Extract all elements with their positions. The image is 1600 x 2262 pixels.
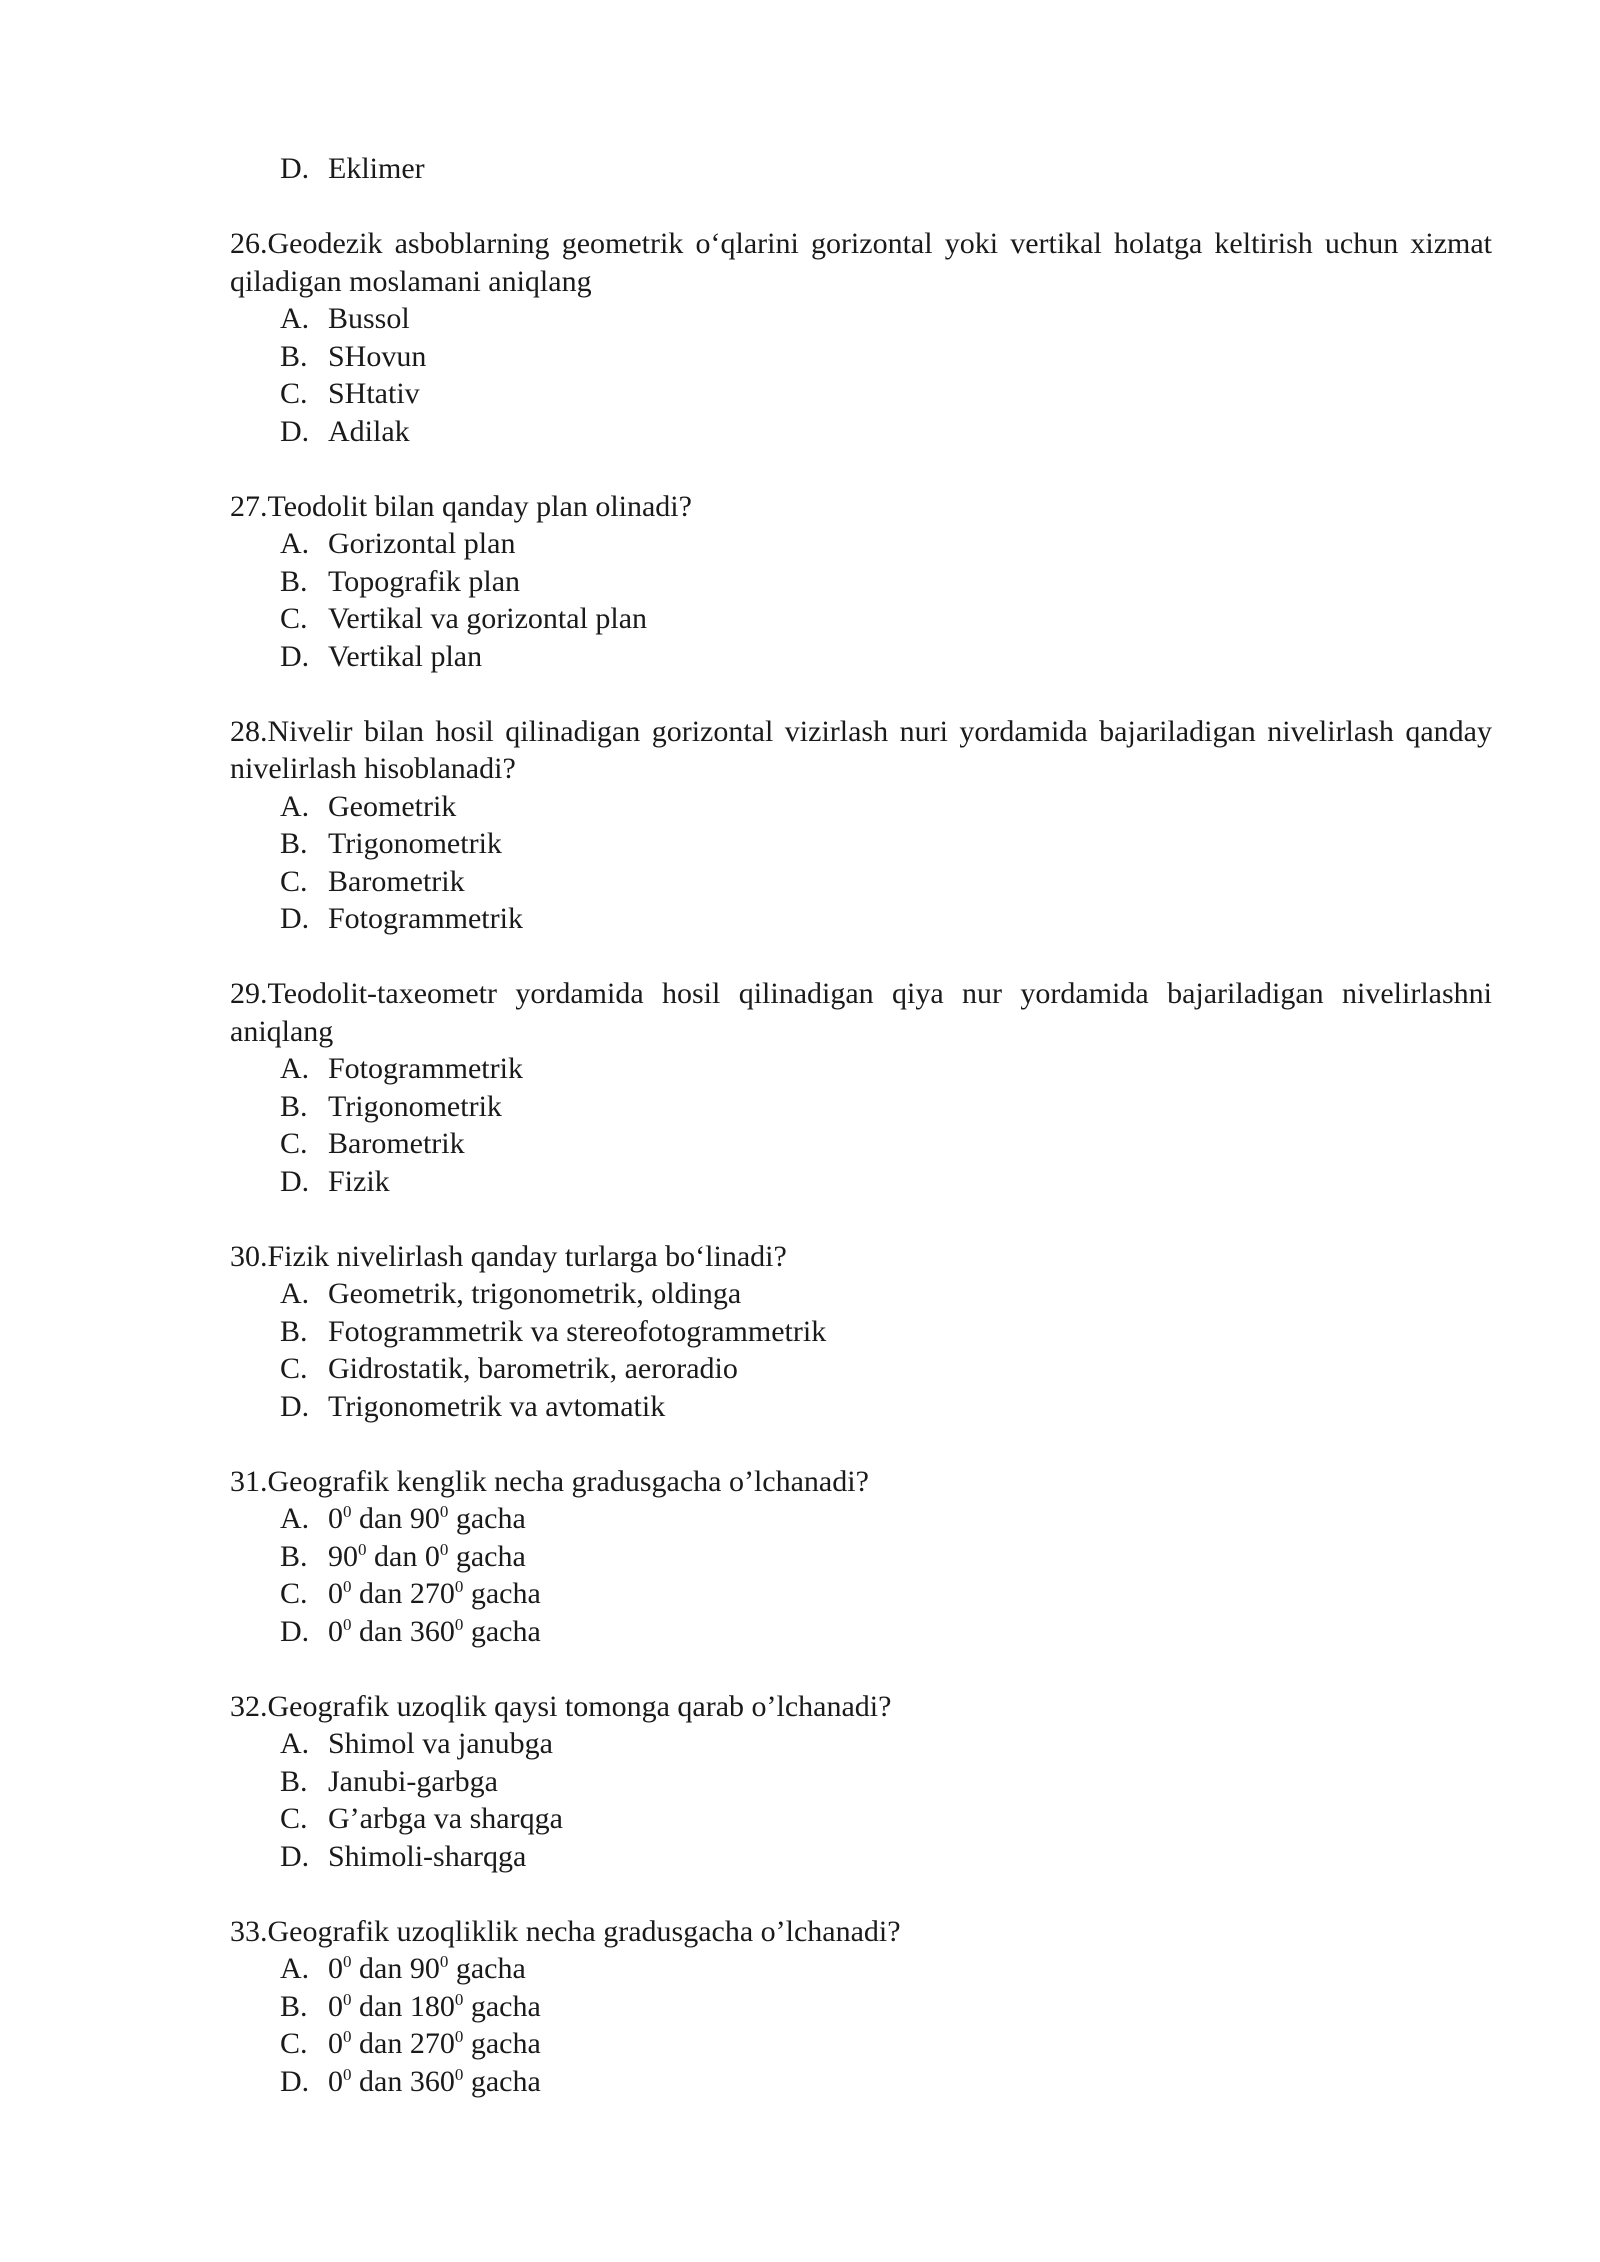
degree-superscript: 0 (343, 1989, 352, 2009)
question-body: Teodolit bilan qanday plan olinadi? (267, 489, 692, 523)
option-letter: A. (280, 527, 310, 560)
option-text: G’arbga va sharqga (328, 1802, 563, 1835)
word-dan: dan (359, 1577, 403, 1610)
degree-superscript: 0 (439, 1952, 449, 1971)
degree-from: 0 (328, 1614, 343, 1648)
option-letter: B. (280, 564, 308, 598)
degree-superscript: 0 (439, 1539, 449, 1559)
option-b (280, 563, 1492, 601)
word-dan: dan (359, 1502, 403, 1535)
option-text: Barometrik (328, 1127, 465, 1160)
option-text: Trigonometrik (328, 827, 502, 860)
option-letter: B. (280, 827, 308, 860)
option-d (280, 900, 1492, 938)
word-dan: dan (359, 1952, 403, 1985)
question-number: 33. (230, 1914, 268, 1948)
option-letter: A. (280, 1502, 310, 1535)
option-b (280, 1313, 1492, 1351)
option-letter: C. (280, 2027, 308, 2060)
question-33 (230, 1913, 1492, 2101)
question-text (230, 225, 1492, 300)
question-text (230, 488, 1492, 526)
question-text (230, 1463, 1492, 1501)
option-text: Gorizontal plan (328, 527, 516, 560)
degree-from: 0 (328, 2064, 343, 2098)
question-text (230, 1238, 1492, 1276)
degree-superscript: 0 (439, 1502, 449, 1521)
question-body: Geodezik asboblarning geometrik o‘qlarini gorizontal yoki vertikal holatga keltirish uchun xizmat qiladigan moslamani aniqlang (230, 227, 1492, 298)
degree-superscript: 0 (454, 2064, 464, 2084)
question-number: 27. (230, 489, 268, 523)
option-text: SHtativ (328, 377, 420, 410)
option-b (280, 338, 1492, 376)
option-letter: A. (280, 302, 310, 335)
option-a (280, 788, 1492, 826)
option-text: Topografik plan (328, 564, 521, 598)
question-text (230, 975, 1492, 1050)
option-letter: A. (280, 1952, 310, 1985)
option-letter: D. (280, 2064, 310, 2098)
degree-to: 270 (409, 1577, 455, 1610)
option-text: Vertikal plan (328, 639, 483, 673)
option-c (280, 1575, 1492, 1613)
option-text: Fizik (328, 1164, 390, 1198)
degree-superscript: 0 (343, 2027, 352, 2046)
option-text: Fotogrammetrik va stereofotogrammetrik (328, 1314, 827, 1348)
option-c (280, 863, 1492, 901)
question-body: Geografik uzoqliklik necha gradusgacha o’lchanadi? (267, 1914, 901, 1948)
option-letter: B. (280, 1989, 308, 2023)
question-27 (230, 488, 1492, 676)
option-b (280, 1088, 1492, 1126)
option-d (280, 1613, 1492, 1651)
degree-to: 360 (409, 1614, 455, 1648)
option-a (280, 1500, 1492, 1538)
option-letter: D. (280, 902, 310, 935)
question-text (230, 713, 1492, 788)
option-c (280, 2025, 1492, 2063)
option-d (280, 1388, 1492, 1426)
word-gacha: gacha (470, 2027, 541, 2060)
degree-superscript: 0 (343, 1952, 352, 1971)
option-b (280, 825, 1492, 863)
degree-superscript: 0 (358, 1539, 367, 1559)
option-a (280, 525, 1492, 563)
degree-to: 0 (424, 1539, 440, 1573)
question-body: Nivelir bilan hosil qilinadigan gorizontal vizirlash nuri yordamida bajariladigan nivelirlash qanday nivelirlash hisoblanadi? (230, 714, 1492, 785)
option-text: Geometrik (328, 789, 457, 823)
degree-superscript: 0 (454, 2027, 464, 2046)
degree-to: 360 (409, 2064, 455, 2098)
option-letter: B. (280, 1764, 308, 1798)
question-30 (230, 1238, 1492, 1426)
question-28 (230, 713, 1492, 938)
question-body: Geografik kenglik necha gradusgacha o’lchanadi? (267, 1464, 869, 1498)
question-26 (230, 225, 1492, 450)
word-dan: dan (374, 1539, 418, 1573)
option-letter: A. (280, 789, 310, 823)
word-gacha: gacha (470, 1989, 541, 2023)
question-number: 32. (230, 1689, 268, 1723)
degree-from: 0 (328, 1577, 343, 1610)
option-text: Adilak (328, 414, 410, 448)
option-a (280, 300, 1492, 338)
degree-superscript: 0 (454, 1989, 464, 2009)
option-letter: C. (280, 1802, 308, 1835)
option-text: Eklimer (328, 152, 425, 185)
word-dan: dan (359, 2064, 403, 2098)
degree-to: 90 (409, 1952, 440, 1985)
option-c (280, 1125, 1492, 1163)
degree-from: 0 (328, 1989, 343, 2023)
option-letter: C. (280, 602, 308, 635)
word-dan: dan (359, 1614, 403, 1648)
option-d (280, 2063, 1492, 2101)
option-text: Gidrostatik, barometrik, aeroradio (328, 1352, 738, 1385)
word-gacha: gacha (470, 1614, 541, 1648)
option-c (280, 375, 1492, 413)
word-dan: dan (359, 2027, 403, 2060)
question-body: Geografik uzoqlik qaysi tomonga qarab o’lchanadi? (267, 1689, 892, 1723)
word-gacha: gacha (455, 1539, 526, 1573)
question-number: 29. (230, 977, 268, 1010)
question-body: Fizik nivelirlash qanday turlarga bo‘linadi? (267, 1239, 787, 1273)
question-text (230, 1688, 1492, 1726)
word-gacha: gacha (470, 2064, 541, 2098)
option-d-continued (280, 150, 1492, 188)
option-letter: D. (280, 1839, 310, 1873)
option-letter: C. (280, 377, 308, 410)
option-letter: B. (280, 1539, 308, 1573)
degree-to: 180 (409, 1989, 455, 2023)
option-letter: B. (280, 1089, 308, 1123)
option-b (280, 1988, 1492, 2026)
option-b (280, 1538, 1492, 1576)
degree-from: 90 (328, 1539, 358, 1573)
option-text: Trigonometrik (328, 1089, 502, 1123)
question-number: 30. (230, 1239, 268, 1273)
option-text: Bussol (328, 302, 410, 335)
question-number: 26. (230, 227, 268, 260)
option-text: Geometrik, trigonometrik, oldinga (328, 1277, 742, 1310)
option-a (280, 1050, 1492, 1088)
word-gacha: gacha (455, 1502, 526, 1535)
question-text (230, 1913, 1492, 1951)
degree-from: 0 (328, 1502, 343, 1535)
question-number: 28. (230, 714, 268, 748)
degree-to: 270 (409, 2027, 455, 2060)
question-31 (230, 1463, 1492, 1651)
option-text: Shimoli-sharqga (328, 1839, 527, 1873)
option-c (280, 1350, 1492, 1388)
option-d (280, 638, 1492, 676)
option-letter: B. (280, 339, 308, 373)
option-letter: C. (280, 1352, 308, 1385)
degree-superscript: 0 (454, 1577, 464, 1596)
option-text: Vertikal va gorizontal plan (328, 602, 648, 635)
degree-superscript: 0 (454, 1614, 464, 1634)
word-gacha: gacha (470, 1577, 541, 1610)
option-a (280, 1950, 1492, 1988)
option-text: SHovun (328, 339, 427, 373)
quiz-page (230, 150, 1492, 2100)
option-letter: D. (280, 1164, 310, 1198)
word-gacha: gacha (455, 1952, 526, 1985)
option-c (280, 600, 1492, 638)
option-letter: D. (280, 152, 310, 185)
option-letter: A. (280, 1727, 310, 1760)
question-32 (230, 1688, 1492, 1876)
option-a (280, 1275, 1492, 1313)
option-letter: C. (280, 864, 308, 898)
option-letter: D. (280, 414, 310, 448)
degree-from: 0 (328, 1952, 343, 1985)
option-letter: B. (280, 1314, 308, 1348)
option-letter: D. (280, 1389, 310, 1423)
degree-from: 0 (328, 2027, 343, 2060)
option-letter: D. (280, 1614, 310, 1648)
option-text: Shimol va janubga (328, 1727, 553, 1760)
option-letter: C. (280, 1127, 308, 1160)
degree-to: 90 (409, 1502, 440, 1535)
option-letter: A. (280, 1052, 310, 1085)
question-number: 31. (230, 1464, 268, 1498)
question-29 (230, 975, 1492, 1200)
option-letter: D. (280, 639, 310, 673)
option-d (280, 1163, 1492, 1201)
word-dan: dan (359, 1989, 403, 2023)
option-b (280, 1763, 1492, 1801)
option-letter: A. (280, 1277, 310, 1310)
degree-superscript: 0 (343, 2064, 352, 2084)
option-text: Barometrik (328, 864, 465, 898)
option-a (280, 1725, 1492, 1763)
degree-superscript: 0 (343, 1502, 352, 1521)
option-d (280, 413, 1492, 451)
degree-superscript: 0 (343, 1577, 352, 1596)
option-letter: C. (280, 1577, 308, 1610)
option-text: Janubi-garbga (328, 1764, 498, 1798)
option-text: Trigonometrik va avtomatik (328, 1389, 666, 1423)
question-body: Teodolit-taxeometr yordamida hosil qilinadigan qiya nur yordamida bajariladigan nivelirlashni aniqlang (230, 977, 1492, 1048)
degree-superscript: 0 (343, 1614, 352, 1634)
option-text: Fotogrammetrik (328, 1052, 523, 1085)
option-text: Fotogrammetrik (328, 902, 523, 935)
option-d (280, 1838, 1492, 1876)
option-c (280, 1800, 1492, 1838)
